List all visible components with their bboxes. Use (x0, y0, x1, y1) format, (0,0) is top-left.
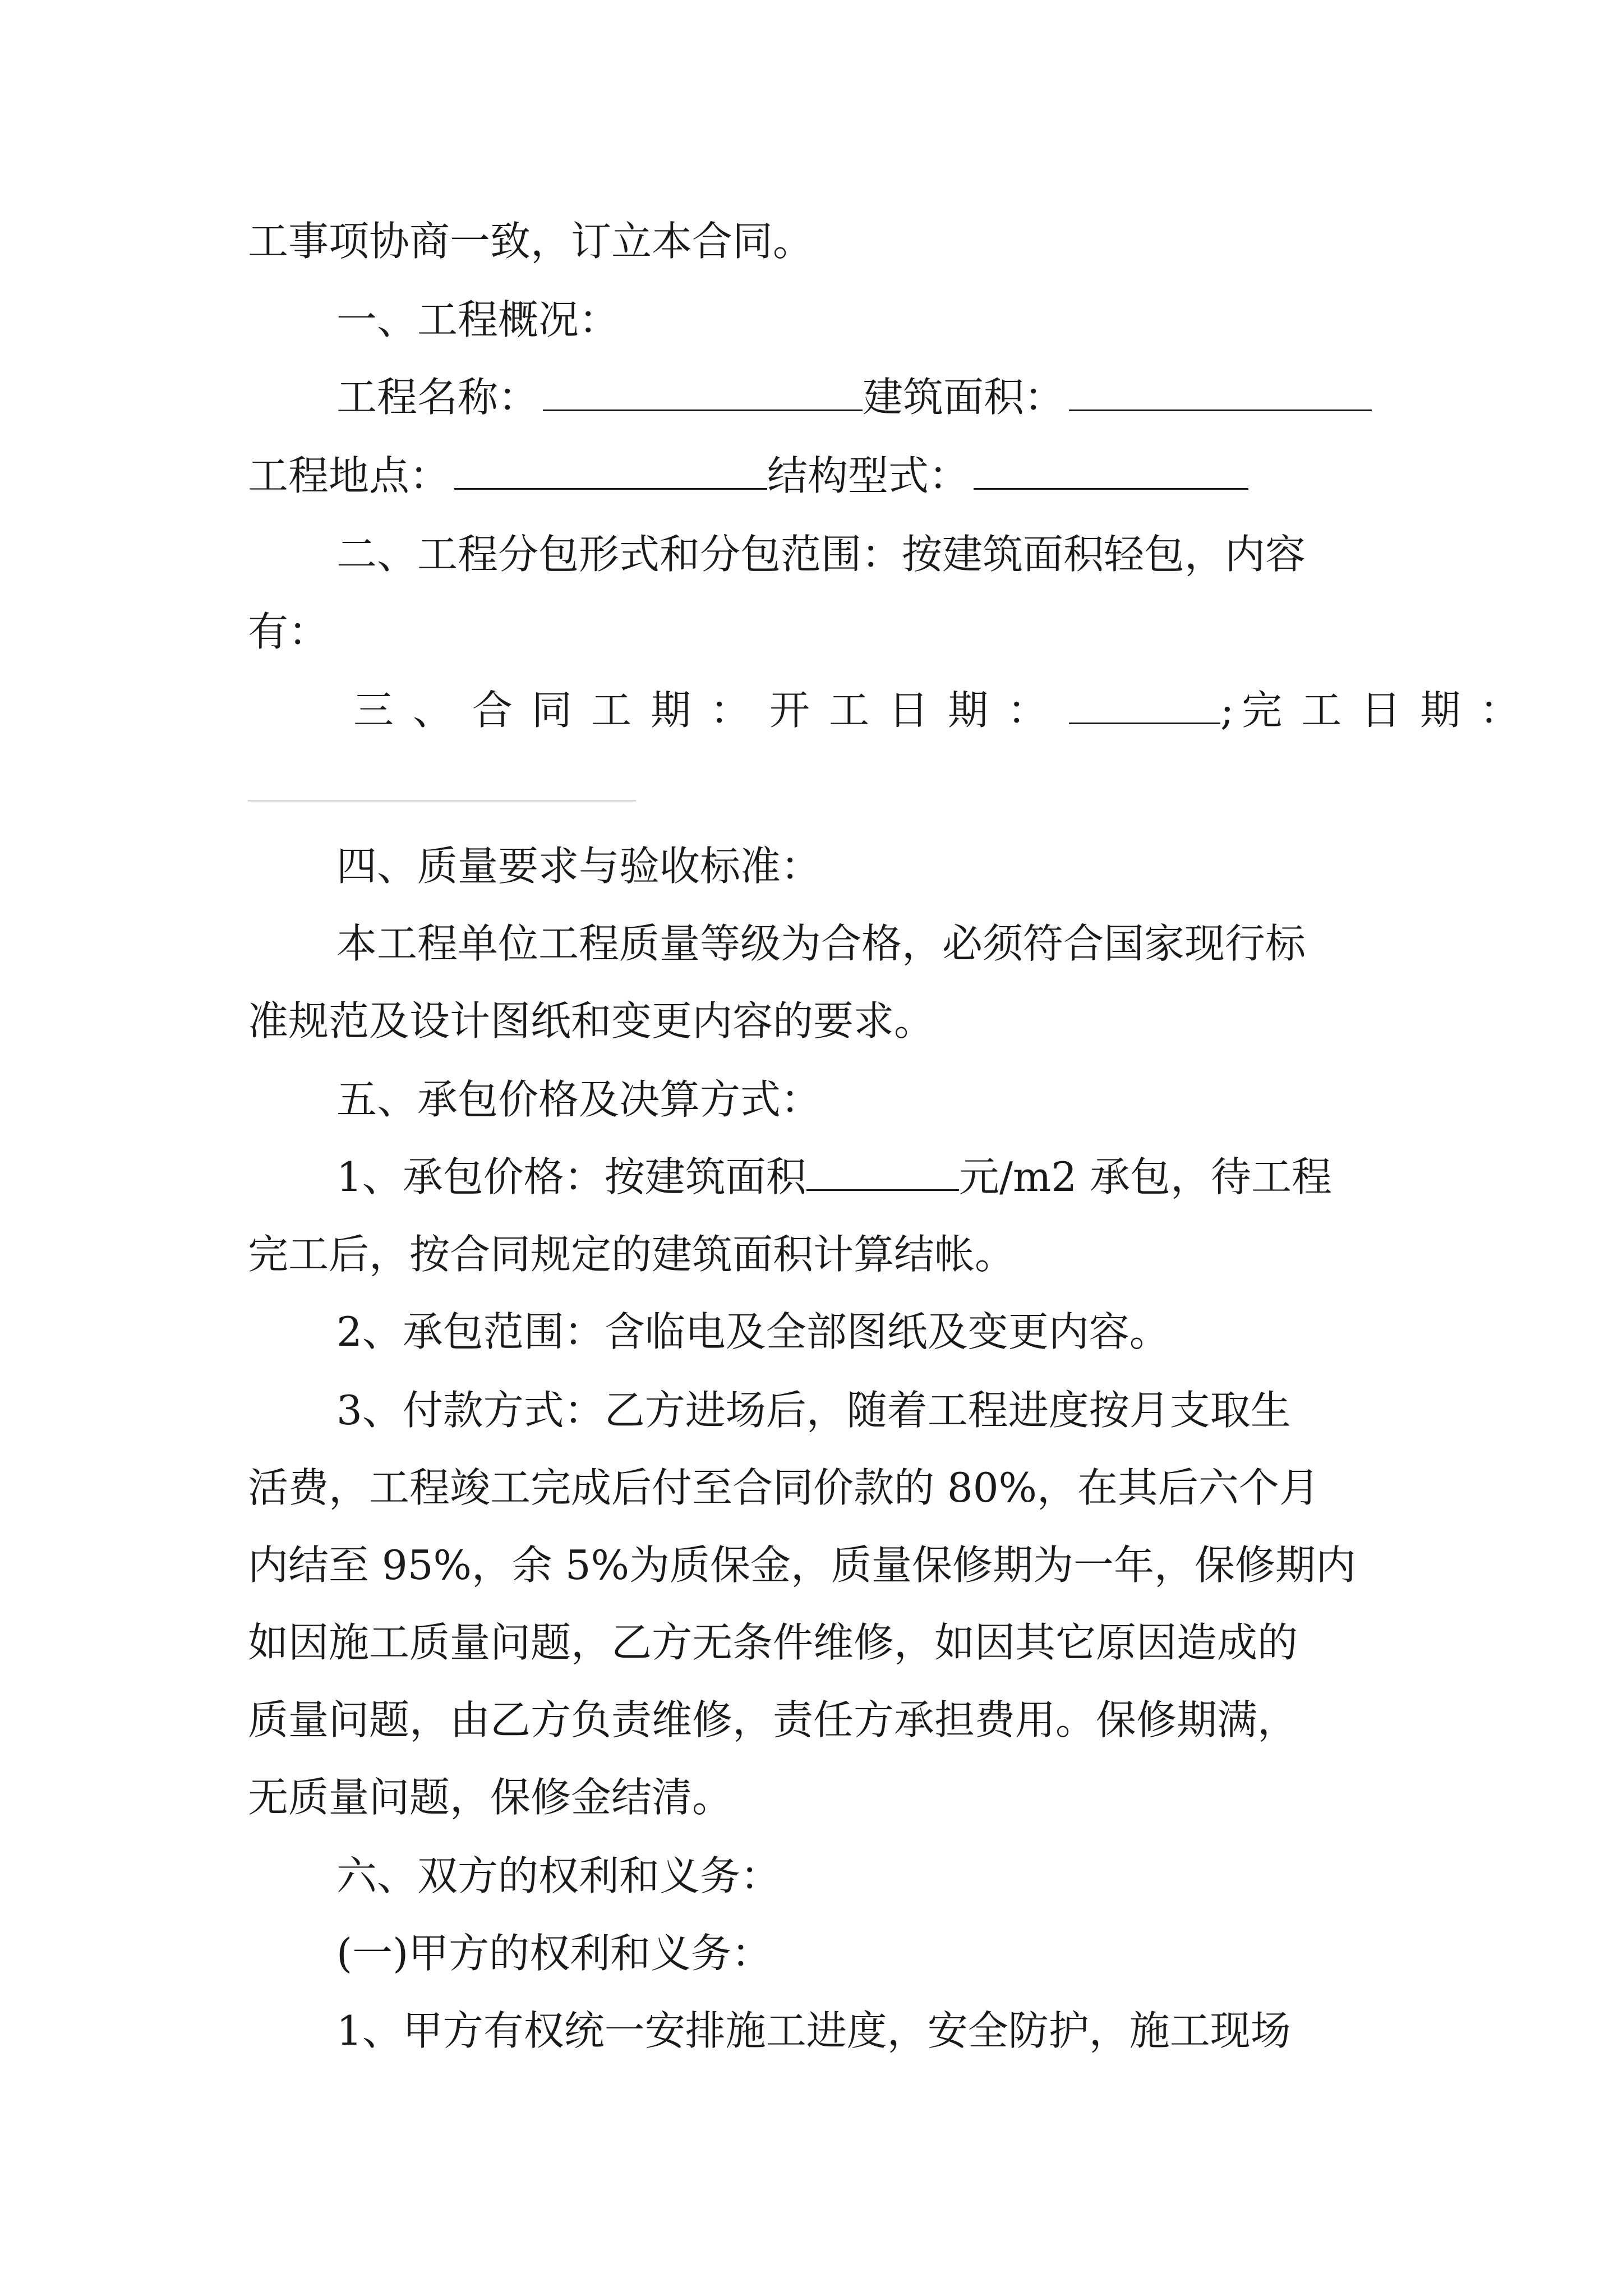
price-blank (806, 1152, 959, 1191)
section-1-heading: 一、工程概况： (336, 296, 620, 343)
paragraph-line (0, 1692, 1623, 1748)
section-heading (0, 1848, 1623, 1904)
payment-text: 内结至 95%，余 5%为质保金，质量保修期为一年，保修期内 (248, 1542, 1357, 1589)
structure-type-label: 结构型式： (767, 452, 970, 499)
party-a-heading: (一)甲方的权利和义务： (336, 1930, 772, 1977)
project-name-label: 工程名称： (336, 374, 539, 421)
project-location-label: 工程地点： (248, 452, 450, 499)
paragraph-line (0, 993, 1623, 1049)
party-a-item-text: 1、甲方有权统一安排施工进度，安全防护，施工现场 (336, 2007, 1291, 2054)
quality-text: 本工程单位工程质量等级为合格，必须符合国家现行标 (336, 920, 1306, 967)
paragraph-line (0, 1769, 1623, 1825)
section-5-heading: 五、承包价格及决算方式： (336, 1076, 822, 1123)
subsection-heading (0, 1925, 1623, 1981)
form-line (0, 1149, 1623, 1205)
building-area-label: 建筑面积： (863, 374, 1065, 421)
payment-text: 3、付款方式：乙方进场后，随着工程进度按月支取生 (336, 1387, 1291, 1434)
payment-text: 活费，工程竣工完成后付至合同价款的 80%，在其后六个月 (248, 1464, 1320, 1511)
section-2-text: 有： (248, 608, 329, 655)
paragraph-line (0, 915, 1623, 972)
section-4-heading: 四、质量要求与验收标准： (336, 843, 822, 890)
building-area-blank (1069, 372, 1372, 411)
form-line (0, 682, 1623, 738)
payment-text: 质量问题，由乙方负责维修，责任方承担费用。保修期满， (248, 1696, 1298, 1743)
project-name-blank (543, 372, 863, 411)
quality-text: 准规范及设计图纸和变更内容的要求。 (248, 997, 935, 1045)
section-6-heading: 六、双方的权利和义务： (336, 1852, 781, 1899)
paragraph-line (0, 1614, 1623, 1671)
price-text: 完工后，按合同规定的建筑面积计算结帐。 (248, 1231, 1016, 1278)
start-date-label: 三、合同工期：开工日期： (353, 687, 1067, 734)
semicolon: ; (1220, 687, 1234, 734)
section-heading (0, 838, 1623, 894)
paragraph-line (0, 1382, 1623, 1438)
price-unit-text: 元/m2 承包，待工程 (958, 1153, 1332, 1200)
end-date-label: 完工日期： (1242, 687, 1539, 734)
structure-type-blank (974, 451, 1248, 490)
paragraph-line (0, 1460, 1623, 1516)
paragraph-text: 工事项协商一致，订立本合同。 (248, 218, 814, 265)
paragraph-line (0, 213, 1623, 269)
paragraph-line (0, 1537, 1623, 1593)
section-heading (0, 1071, 1623, 1128)
payment-text: 如因施工质量问题，乙方无条件维修，如因其它原因造成的 (248, 1619, 1298, 1666)
section-2-text: 二、工程分包形式和分包范围：按建筑面积轻包，内容 (336, 531, 1306, 578)
scope-text: 2、承包范围：含临电及全部图纸及变更内容。 (336, 1308, 1170, 1355)
form-line (0, 448, 1623, 504)
paragraph-line (0, 604, 1623, 660)
form-line (0, 369, 1623, 425)
paragraph-line (0, 526, 1623, 582)
project-location-blank (454, 451, 767, 490)
paragraph-line (0, 2003, 1623, 2059)
price-label: 1、承包价格：按建筑面积 (336, 1153, 806, 1200)
start-date-blank (1069, 685, 1220, 724)
paragraph-line (0, 1226, 1623, 1282)
section-heading (0, 292, 1623, 348)
end-date-blank (248, 800, 636, 802)
payment-text: 无质量问题，保修金结清。 (248, 1774, 733, 1821)
paragraph-line (0, 1304, 1623, 1360)
